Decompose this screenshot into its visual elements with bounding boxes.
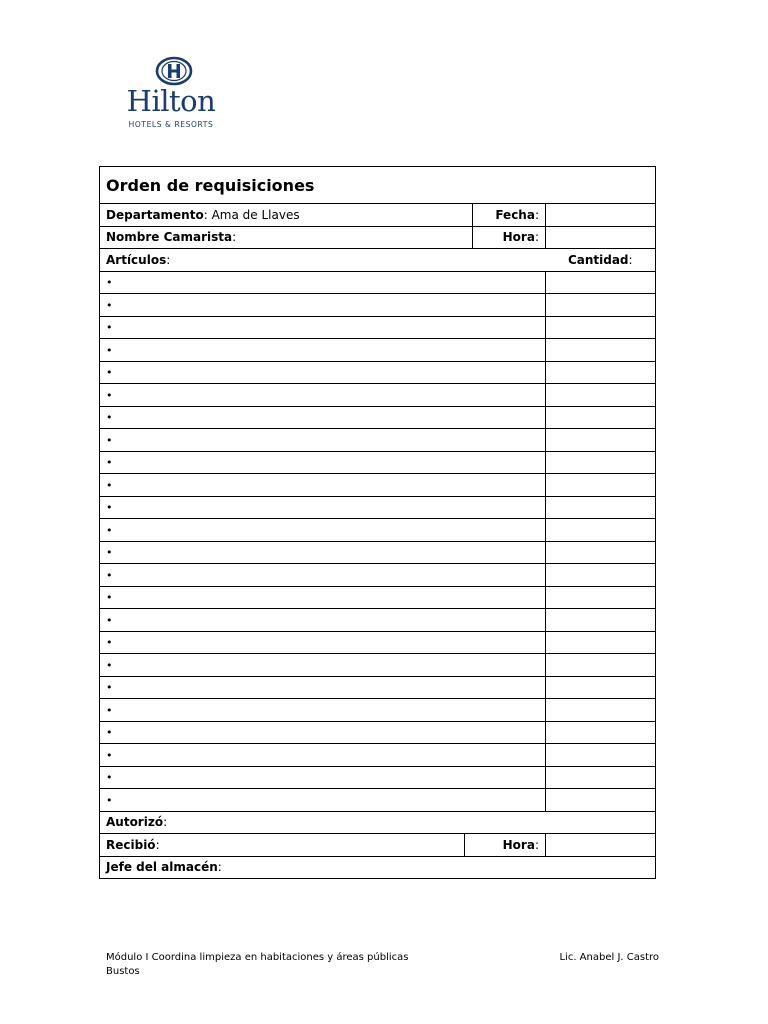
jefe-almacen-field[interactable]: Jefe del almacén: bbox=[100, 856, 656, 879]
hora2-label-cell: Hora: bbox=[465, 834, 546, 857]
articulo-field[interactable] bbox=[100, 429, 546, 452]
articulo-field[interactable] bbox=[100, 541, 546, 564]
articulo-row bbox=[100, 339, 656, 362]
hilton-monogram-icon bbox=[155, 56, 193, 86]
articulo-row bbox=[100, 744, 656, 767]
articulo-field[interactable] bbox=[100, 609, 546, 632]
cantidad-field[interactable] bbox=[546, 676, 656, 699]
departamento-value[interactable]: Ama de Llaves bbox=[211, 207, 300, 222]
bullet-icon: • bbox=[106, 771, 113, 785]
footer-module bbox=[106, 951, 409, 979]
articulo-row bbox=[100, 316, 656, 339]
bullet-icon: • bbox=[106, 501, 113, 515]
articulo-field[interactable] bbox=[100, 721, 546, 744]
cantidad-header: Cantidad: bbox=[546, 249, 656, 272]
cantidad-field[interactable] bbox=[546, 609, 656, 632]
articulo-field[interactable] bbox=[100, 451, 546, 474]
articulo-row bbox=[100, 294, 656, 317]
articulo-field[interactable] bbox=[100, 496, 546, 519]
cantidad-field[interactable] bbox=[546, 721, 656, 744]
bullet-icon: • bbox=[106, 681, 113, 695]
hora-label: Hora bbox=[502, 230, 535, 245]
articulo-row bbox=[100, 496, 656, 519]
fecha-field[interactable] bbox=[546, 204, 656, 227]
jefe-almacen-row bbox=[100, 856, 656, 879]
articulo-field[interactable] bbox=[100, 384, 546, 407]
recibio-row bbox=[100, 834, 656, 857]
departamento-row bbox=[100, 204, 656, 227]
articulo-field[interactable] bbox=[100, 406, 546, 429]
articulo-row bbox=[100, 766, 656, 789]
articulo-field[interactable] bbox=[100, 699, 546, 722]
form-title: Orden de requisiciones bbox=[100, 167, 656, 204]
departamento-cell: Departamento: Ama de Llaves bbox=[100, 204, 473, 227]
articulo-row bbox=[100, 429, 656, 452]
bullet-icon: • bbox=[106, 568, 113, 582]
articulos-header: Artículos: bbox=[100, 249, 546, 272]
articulo-field[interactable] bbox=[100, 294, 546, 317]
cantidad-field[interactable] bbox=[546, 271, 656, 294]
hora-label-cell: Hora: bbox=[473, 226, 546, 249]
articulo-field[interactable] bbox=[100, 586, 546, 609]
bullet-icon: • bbox=[106, 298, 113, 312]
bullet-icon: • bbox=[106, 478, 113, 492]
bullet-icon: • bbox=[106, 793, 113, 807]
bullet-icon: • bbox=[106, 523, 113, 537]
nombre-camarista-label: Nombre Camarista bbox=[106, 230, 233, 245]
articulo-row bbox=[100, 361, 656, 384]
footer-author: Lic. Anabel J. Castro bbox=[559, 952, 659, 963]
bullet-icon: • bbox=[106, 748, 113, 762]
cantidad-field[interactable] bbox=[546, 564, 656, 587]
bullet-icon: • bbox=[106, 613, 113, 627]
hora-field[interactable] bbox=[546, 226, 656, 249]
articulo-field[interactable] bbox=[100, 766, 546, 789]
bullet-icon: • bbox=[106, 366, 113, 380]
cantidad-field[interactable] bbox=[546, 766, 656, 789]
cantidad-field[interactable] bbox=[546, 474, 656, 497]
brand-name: Hilton bbox=[126, 84, 216, 118]
cantidad-field[interactable] bbox=[546, 744, 656, 767]
articulo-field[interactable] bbox=[100, 339, 546, 362]
jefe-almacen-label: Jefe del almacén bbox=[106, 860, 218, 875]
hora2-label: Hora bbox=[502, 837, 535, 852]
articulo-row bbox=[100, 789, 656, 812]
recibio-label: Recibió bbox=[106, 837, 156, 852]
articulo-row bbox=[100, 384, 656, 407]
cantidad-field[interactable] bbox=[546, 789, 656, 812]
fecha-label: Fecha bbox=[495, 207, 535, 222]
cantidad-field[interactable] bbox=[546, 361, 656, 384]
cantidad-field[interactable] bbox=[546, 496, 656, 519]
articulo-field[interactable] bbox=[100, 654, 546, 677]
articulos-label: Artículos bbox=[106, 252, 167, 267]
autorizo-label: Autorizó bbox=[106, 815, 164, 830]
bullet-icon: • bbox=[106, 321, 113, 335]
bullet-icon: • bbox=[106, 276, 113, 290]
articulo-row bbox=[100, 519, 656, 542]
requisition-form bbox=[99, 166, 656, 879]
bullet-icon: • bbox=[106, 546, 113, 560]
footer-line1: Módulo I Coordina limpieza en habitaciones y áreas públicas bbox=[106, 952, 409, 963]
bullet-icon: • bbox=[106, 726, 113, 740]
articulo-row bbox=[100, 699, 656, 722]
autorizo-row bbox=[100, 811, 656, 834]
articulo-field[interactable] bbox=[100, 631, 546, 654]
bullet-icon: • bbox=[106, 658, 113, 672]
bullet-icon: • bbox=[106, 591, 113, 605]
articulo-row bbox=[100, 564, 656, 587]
autorizo-field[interactable]: Autorizó: bbox=[100, 811, 656, 834]
bullet-icon: • bbox=[106, 388, 113, 402]
nombre-camarista-row bbox=[100, 226, 656, 249]
bullet-icon: • bbox=[106, 456, 113, 470]
articulo-field[interactable] bbox=[100, 474, 546, 497]
articulo-field[interactable] bbox=[100, 744, 546, 767]
hora2-field[interactable] bbox=[546, 834, 656, 857]
cantidad-field[interactable] bbox=[546, 631, 656, 654]
cantidad-field[interactable] bbox=[546, 339, 656, 362]
nombre-camarista-cell[interactable]: Nombre Camarista: bbox=[100, 226, 473, 249]
brand-tagline: HOTELS & RESORTS bbox=[128, 120, 214, 129]
articulo-row bbox=[100, 474, 656, 497]
bullet-icon: • bbox=[106, 343, 113, 357]
cantidad-field[interactable] bbox=[546, 699, 656, 722]
footer-line2: Bustos bbox=[106, 966, 140, 977]
bullet-icon: • bbox=[106, 411, 113, 425]
articulo-field[interactable] bbox=[100, 676, 546, 699]
recibio-field[interactable]: Recibió: bbox=[100, 834, 465, 857]
cantidad-field[interactable] bbox=[546, 406, 656, 429]
articulo-row bbox=[100, 609, 656, 632]
cantidad-field[interactable] bbox=[546, 294, 656, 317]
articulo-field[interactable] bbox=[100, 564, 546, 587]
articulo-row bbox=[100, 451, 656, 474]
fecha-label-cell: Fecha: bbox=[473, 204, 546, 227]
articulo-row bbox=[100, 271, 656, 294]
articulo-field[interactable] bbox=[100, 361, 546, 384]
cantidad-field[interactable] bbox=[546, 429, 656, 452]
bullet-icon: • bbox=[106, 636, 113, 650]
cantidad-field[interactable] bbox=[546, 586, 656, 609]
cantidad-field[interactable] bbox=[546, 384, 656, 407]
articulo-row bbox=[100, 654, 656, 677]
articulo-field[interactable] bbox=[100, 519, 546, 542]
cantidad-field[interactable] bbox=[546, 519, 656, 542]
hilton-logo bbox=[124, 56, 224, 132]
articulo-row bbox=[100, 676, 656, 699]
articulo-row bbox=[100, 406, 656, 429]
cantidad-field[interactable] bbox=[546, 451, 656, 474]
articulo-field[interactable] bbox=[100, 316, 546, 339]
cantidad-field[interactable] bbox=[546, 654, 656, 677]
cantidad-field[interactable] bbox=[546, 541, 656, 564]
articulos-header-row bbox=[100, 249, 656, 272]
articulo-row bbox=[100, 541, 656, 564]
cantidad-field[interactable] bbox=[546, 316, 656, 339]
articulo-field[interactable] bbox=[100, 271, 546, 294]
articulo-field[interactable] bbox=[100, 789, 546, 812]
departamento-label: Departamento bbox=[106, 207, 204, 222]
articulo-row bbox=[100, 721, 656, 744]
articulo-row bbox=[100, 586, 656, 609]
bullet-icon: • bbox=[106, 433, 113, 447]
articulo-row bbox=[100, 631, 656, 654]
bullet-icon: • bbox=[106, 703, 113, 717]
cantidad-label: Cantidad bbox=[567, 252, 629, 267]
